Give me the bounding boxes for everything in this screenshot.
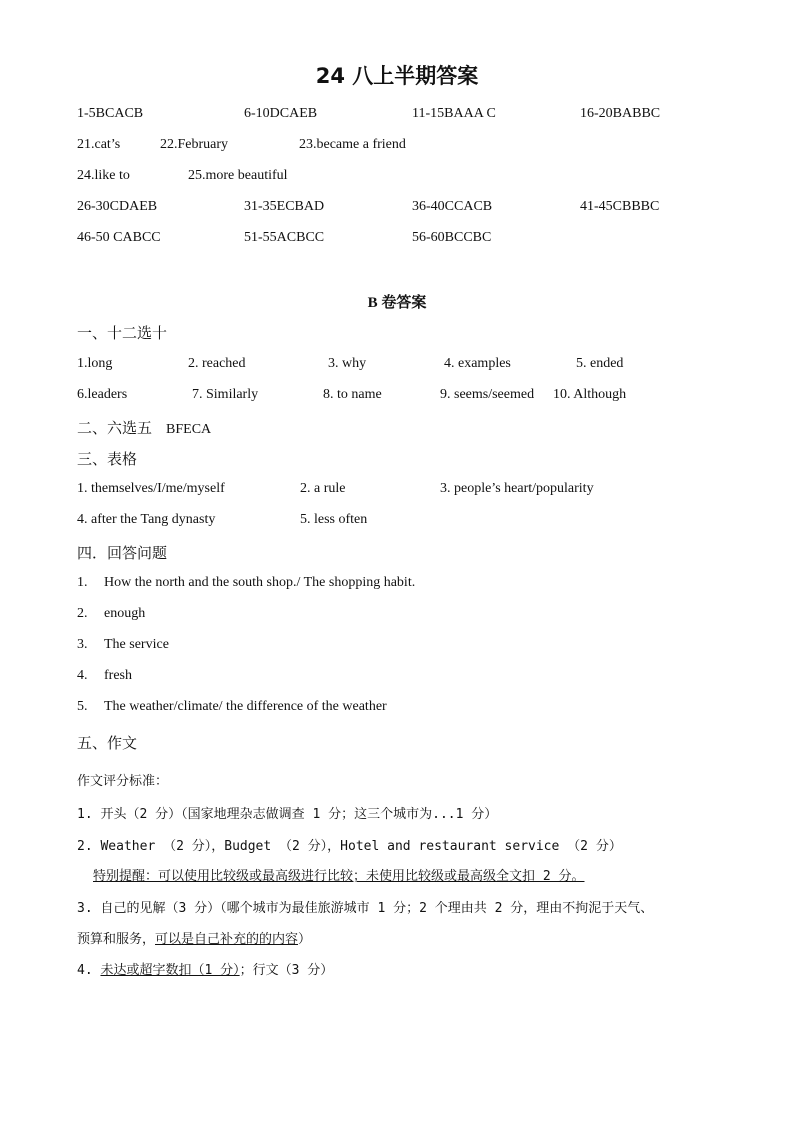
part-b-title: B 卷答案 <box>367 295 427 311</box>
section-2-heading: 二、六选五 <box>77 419 153 437</box>
answer-range: 46-50 CABCC <box>77 230 161 245</box>
question-answer <box>77 668 132 690</box>
page-title: 24 八上半期答案 <box>315 64 479 88</box>
answer-item: 6.leaders <box>77 387 128 402</box>
answer-range: 56-60BCCBC <box>412 230 492 245</box>
question-number: 5. <box>77 699 88 714</box>
criterion-4-underlined: 未达或超字数扣（1 分） <box>100 963 240 978</box>
answer-item: 5. less often <box>300 512 368 527</box>
answer-item: 4. after the Tang dynasty <box>77 512 216 527</box>
question-number: 3. <box>77 637 88 652</box>
answer-item: 2. reached <box>188 356 246 371</box>
criterion-3-underlined: 可以是自己补充的的内容 <box>155 932 299 947</box>
criterion-4 <box>77 959 333 978</box>
answer-item: 2. a rule <box>300 481 346 496</box>
criterion-2-note: 特别提醒：可以使用比较级或最高级进行比较；未使用比较级或最高级全文扣 2 分。 <box>93 869 585 884</box>
answer-item: 9. seems/seemed <box>440 387 535 402</box>
section-4-heading: 四．回答问题 <box>77 544 168 562</box>
criterion-3-continued <box>77 928 311 947</box>
answer-range: 16-20BABBC <box>580 106 661 121</box>
section-2-answer: BFECA <box>166 422 212 437</box>
answer-item: 25.more beautiful <box>188 168 288 183</box>
question-number: 4. <box>77 668 88 683</box>
answer-item: 1.long <box>77 356 113 371</box>
question-answer-text: fresh <box>104 668 132 683</box>
answer-item: 7. Similarly <box>192 387 259 402</box>
scoring-criteria-label: 作文评分标准： <box>77 774 169 789</box>
answer-item: 23.became a friend <box>299 137 406 152</box>
question-number: 1. <box>77 575 88 590</box>
question-number: 2. <box>77 606 88 621</box>
answer-range: 51-55ACBCC <box>244 230 325 245</box>
question-answer <box>77 606 145 628</box>
answer-item: 3. people’s heart/popularity <box>440 481 594 496</box>
question-answer <box>77 575 415 597</box>
answer-range: 26-30CDAEB <box>77 199 158 214</box>
answer-item: 22.February <box>160 137 229 152</box>
section-1-heading: 一、十二选十 <box>77 324 168 342</box>
answer-item: 8. to name <box>323 387 382 402</box>
criterion-3: 3. 自己的见解（3 分）（哪个城市为最佳旅游城市 1 分；2 个理由共 2 分，理由不拘泥于天气、 <box>77 901 654 916</box>
section-2-line <box>77 417 211 438</box>
answer-item: 5. ended <box>576 356 624 371</box>
answer-range: 31-35ECBAD <box>244 199 325 214</box>
criterion-4-text: ；行文（3 分） <box>239 963 334 978</box>
answer-item: 4. examples <box>444 356 511 371</box>
answer-range: 1-5BCACB <box>77 106 144 121</box>
answer-range: 6-10DCAEB <box>244 106 318 121</box>
question-answer-text: The service <box>104 637 169 652</box>
criterion-3-close: ） <box>298 932 312 947</box>
section-3-heading: 三、表格 <box>77 450 138 468</box>
criterion-3-text: 预算和服务， <box>77 932 156 947</box>
question-answer <box>77 637 169 659</box>
answer-item: 24.like to <box>77 168 130 183</box>
criterion-4-number: 4. <box>77 963 101 978</box>
question-answer-text: The weather/climate/ the difference of the weather <box>104 699 387 714</box>
answer-item: 21.cat’s <box>77 137 121 152</box>
answer-range: 11-15BAAA C <box>412 106 496 121</box>
answer-item: 3. why <box>328 356 367 371</box>
question-answer-text: How the north and the south shop./ The shopping habit. <box>104 575 416 590</box>
answer-item: 1. themselves/I/me/myself <box>77 481 225 496</box>
answer-range: 41-45CBBBC <box>580 199 660 214</box>
criterion-1: 1. 开头（2 分）（国家地理杂志做调查 1 分；这三个城市为...1 分） <box>77 807 498 822</box>
criterion-2: 2. Weather （2 分），Budget （2 分），Hotel and restaurant service （2 分） <box>77 839 622 854</box>
question-answer-text: enough <box>104 606 146 621</box>
question-answer <box>77 699 387 721</box>
answer-range: 36-40CCACB <box>412 199 493 214</box>
answer-item: 10. Although <box>553 387 627 402</box>
section-5-heading: 五、作文 <box>77 734 138 752</box>
